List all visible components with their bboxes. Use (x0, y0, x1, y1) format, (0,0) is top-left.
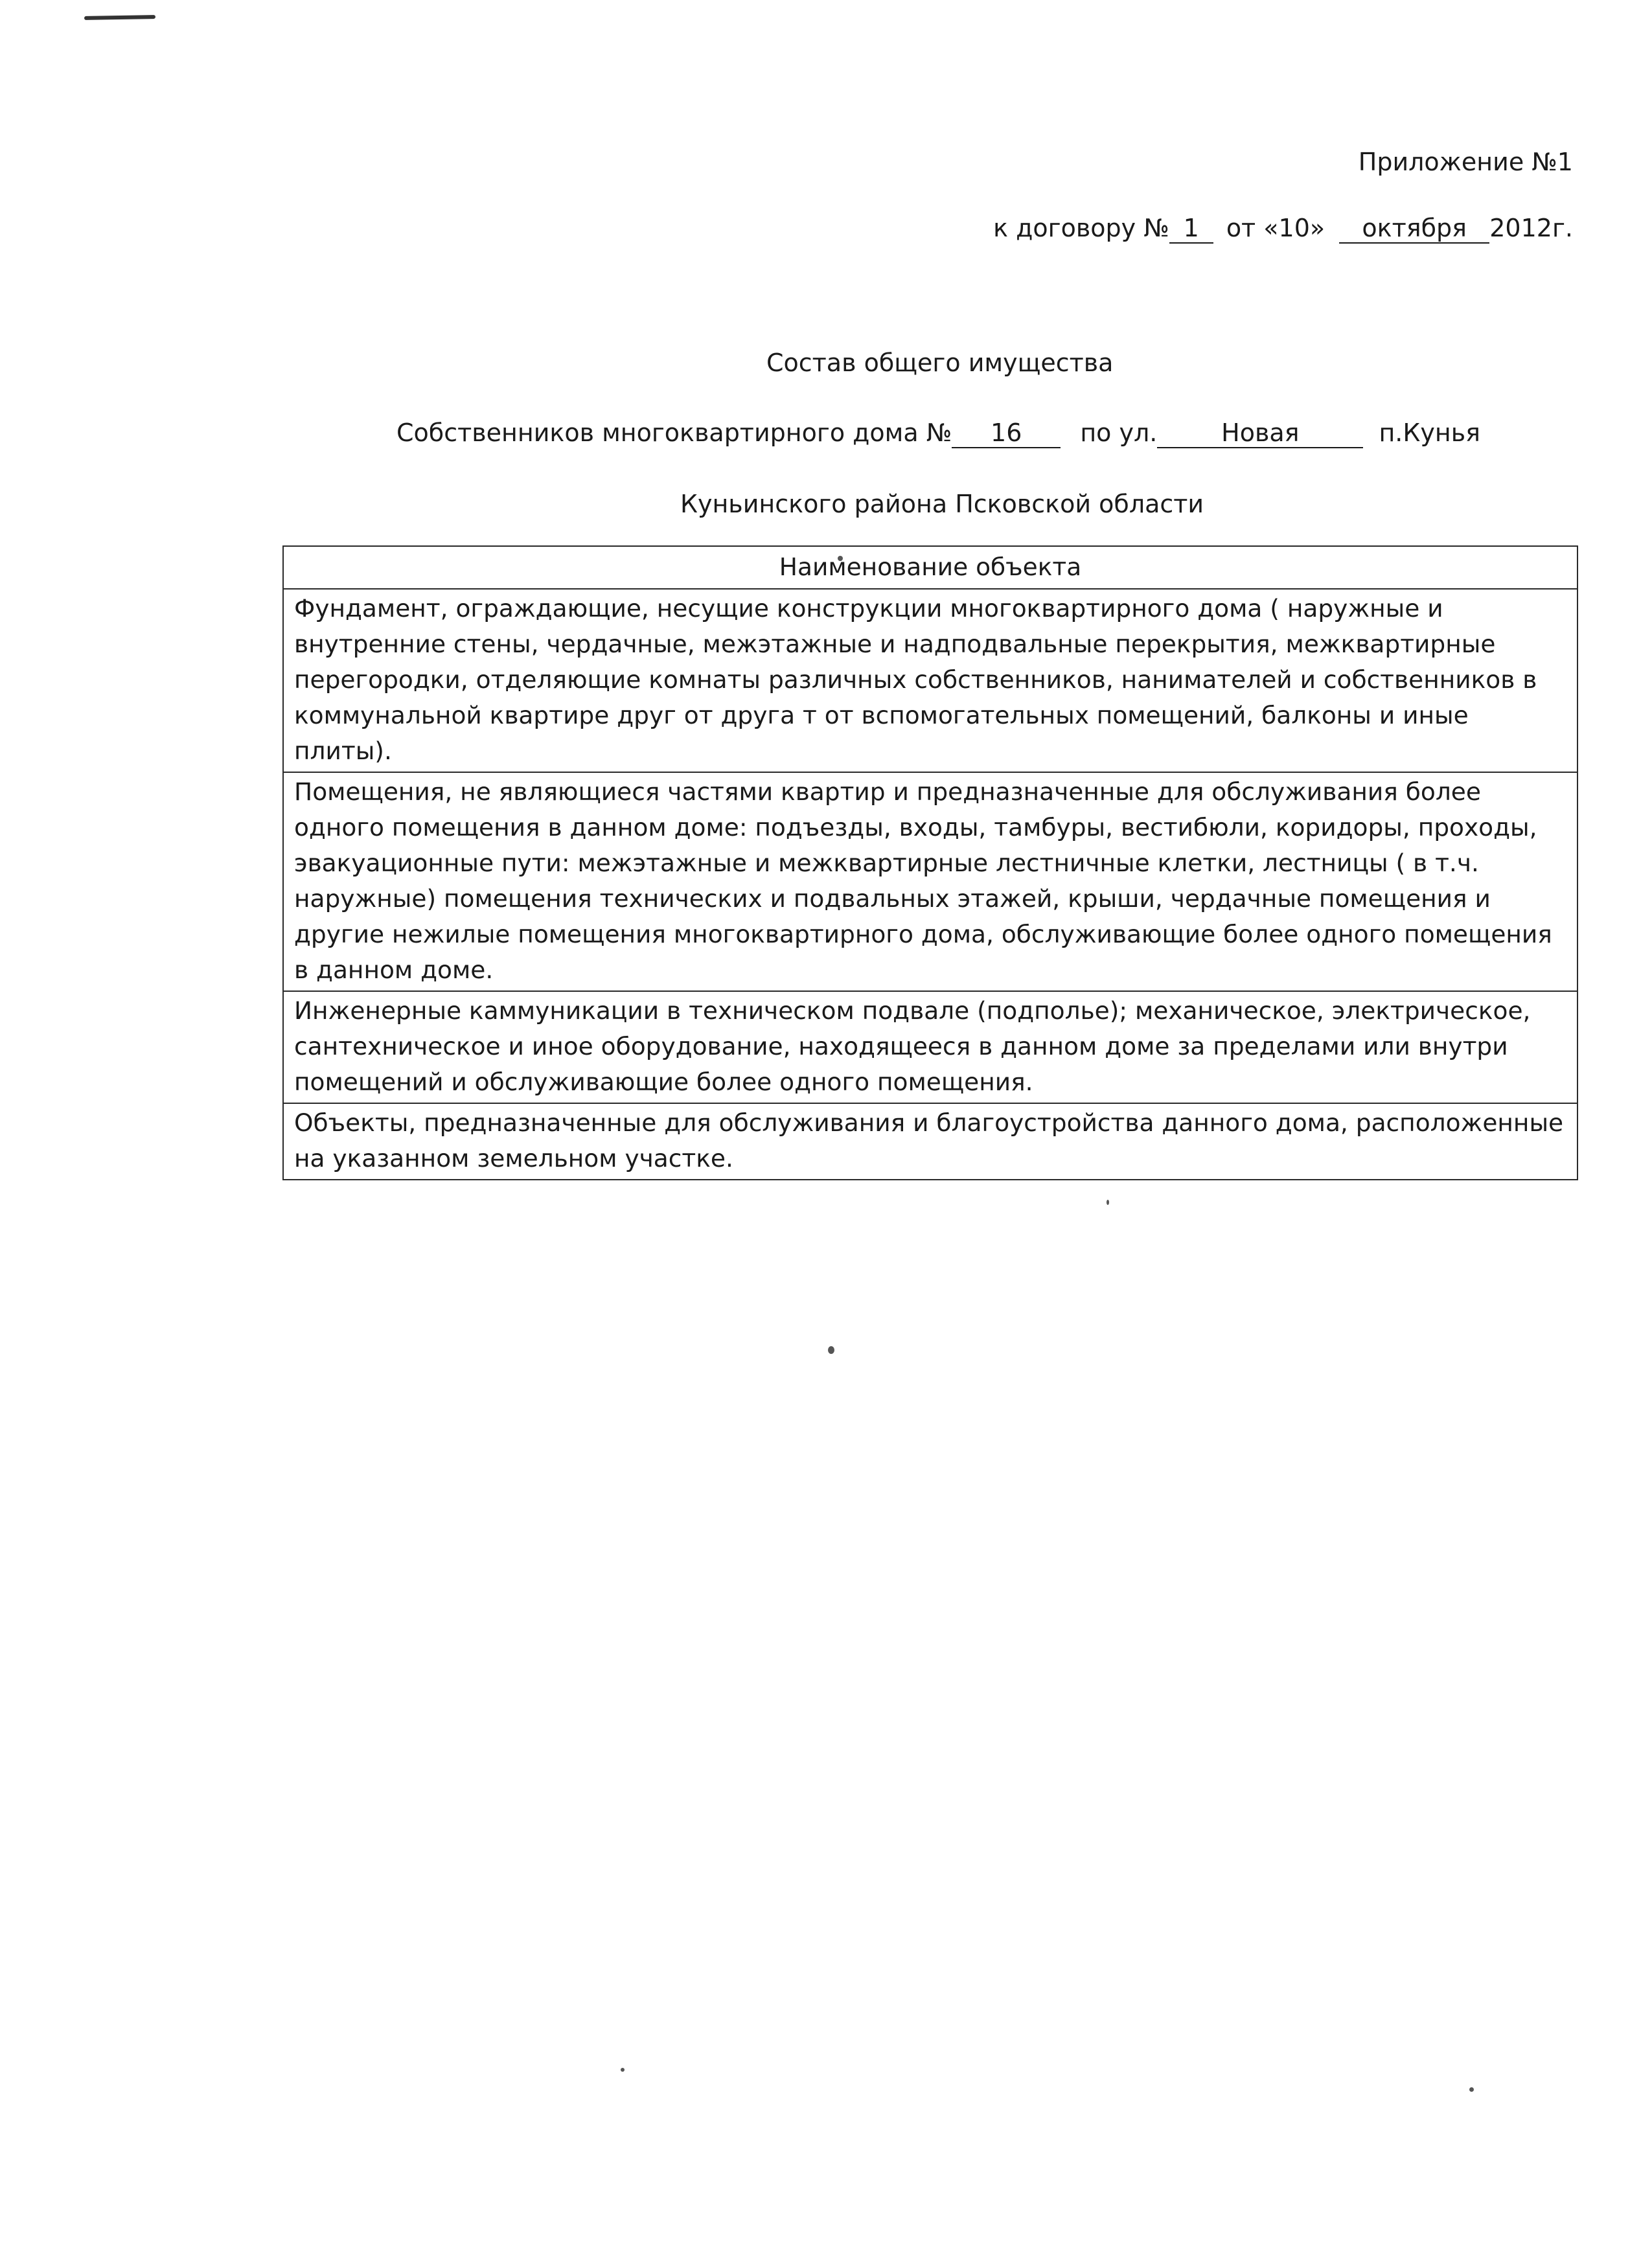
contract-number: 1 (1169, 215, 1213, 244)
contract-from: от «10» (1226, 214, 1325, 242)
table-row (283, 589, 1577, 772)
table-cell: Объекты, предназначенные для обслуживания и благоустройства данного дома, расположенные на указанном земельном участке. (283, 1103, 1577, 1180)
region-line: Куньинского района Псковской области (680, 490, 1204, 518)
scan-speck (621, 2068, 625, 2072)
owners-line (396, 418, 1480, 448)
scan-speck (1469, 2087, 1474, 2092)
appendix-label: Приложение №1 (1358, 148, 1573, 176)
contract-year: 2012г. (1489, 214, 1573, 242)
settlement-name: п.Кунья (1379, 418, 1480, 447)
table-cell: Инженерные каммуникации в техническом подвале (подполье); механическое, электрическое, сантехническое и иное оборудование, находящееся в данном доме за пределами или внутри помещений и обслуживающие более одного помещения. (283, 991, 1577, 1103)
table-row (283, 1103, 1577, 1180)
contract-line (993, 214, 1573, 244)
table-row (283, 991, 1577, 1103)
owners-prefix: Собственников многоквартирного дома № (396, 418, 952, 447)
common-property-table (282, 545, 1578, 1180)
table-cell: Помещения, не являющиеся частями квартир и предназначенные для обслуживания более одного помещения в данном доме: подъезды, входы, тамбуры, вестибюли, коридоры, проходы, эвакуационные пути: межэтажные и межквартирные лестничные клетки, лестницы ( в т.ч. наружные) помещения технических и подвальных этажей, крыши, чердачные помещения и другие нежилые помещения многоквартирного дома, обслуживающие более одного помещения в данном доме. (283, 772, 1577, 991)
street-name: Новая (1157, 420, 1363, 448)
contract-prefix: к договору № (993, 214, 1169, 242)
house-number: 16 (952, 420, 1061, 448)
scan-speck (828, 1346, 834, 1354)
table-cell: Фундамент, ограждающие, несущие конструкции многоквартирного дома ( наружные и внутренние стены, чердачные, межэтажные и надподвальные перекрытия, межквартирные перегородки, отделяющие комнаты различных собственников, нанимателей и собственников в коммунальной квартире друг от друга т от вспомогательных помещений, балконы и иные плиты). (283, 589, 1577, 772)
scan-speck (1107, 1200, 1109, 1205)
table-row (283, 772, 1577, 991)
contract-month: октября (1339, 215, 1489, 244)
document-title: Состав общего имущества (766, 349, 1114, 377)
table-header-cell: Наименование объекта (283, 546, 1577, 589)
table-header-row (283, 546, 1577, 589)
scan-mark (84, 15, 155, 20)
street-prefix: по ул. (1080, 418, 1158, 447)
